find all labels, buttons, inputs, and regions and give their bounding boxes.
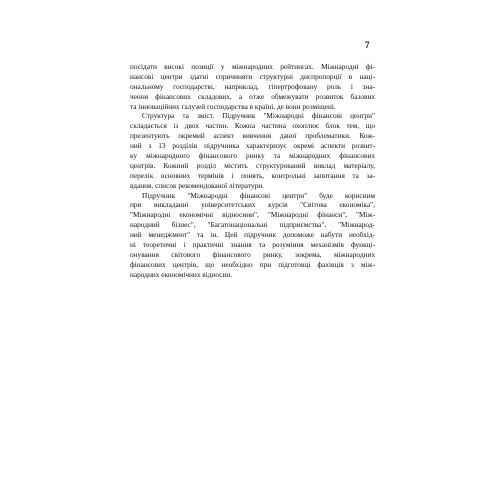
paragraph-1-line: чення фінансових складових, а отже обмежувати розвиток базових (130, 91, 375, 101)
paragraph-2-line: перелік основних термінів і понять, контрольні запитання та за- (130, 170, 375, 180)
paragraph-3-line: народних економічних відносин. (130, 269, 233, 279)
paragraph-3-line: ний менеджмент" та ін. Цей підручник допоможе набути необхід- (130, 230, 375, 240)
paragraph-2-line: вдання, список рекомендованої літератури. (130, 180, 264, 190)
paragraph-2-line: Структура та зміст. Підручник "Міжнародні фінансові центри" (142, 111, 375, 121)
page-number: 7 (365, 40, 370, 50)
paragraph-3-line: фінансових центрів, що необхідно при підготовці фахівців з між- (130, 259, 375, 269)
paragraph-2-line: складається із двох частин. Кожна частина охоплює блок тем, що (130, 121, 375, 131)
paragraph-2-line: презентують окремий аспект вивчення даної проблематики. Кож- (130, 131, 375, 141)
paragraph-1-line: нансові центри здатні спричиняти структурні диспропорції в наці- (130, 71, 375, 81)
paragraph-1-line: ональному господарстві, наприклад, гіпертрофовану роль і зна- (130, 81, 375, 91)
paragraph-3-line: при викладанні університетських курсів "Світова економіка", (130, 200, 375, 210)
paragraph-1-line: та інноваційних галузей господарства в країні, де вони розміщені. (130, 101, 336, 111)
paragraph-3-line: народний бізнес", "Багатонаціональні підприємства", "Міжнарод- (130, 220, 375, 230)
paragraph-3-line: Підручник "Міжнародні фінансові центри" буде корисним (142, 190, 375, 200)
paragraph-2-line: ний з 13 розділів підручника характеризує окремі аспекти розвит- (130, 141, 375, 151)
paragraph-3-line: ні теоретичні і практичні знання та розуміння механізмів функці- (130, 240, 375, 250)
paragraph-2-line: ку міжнародного фінансового ринку та міжнародних фінансових (130, 151, 375, 161)
body-text (130, 62, 375, 280)
paragraph-3-line: онування світового фінансового ринку, зокрема, міжнародних (130, 249, 375, 259)
paragraph-2-line: центрів. Кожний розділ містить структурований виклад матеріалу, (130, 160, 375, 170)
paragraph-3-line: "Міжнародні економічні відносини", "Міжнародні фінанси", "Між- (130, 210, 375, 220)
paragraph-1-line: посідати високі позиції у міжнародних рейтингах. Міжнародні фі- (130, 62, 375, 71)
